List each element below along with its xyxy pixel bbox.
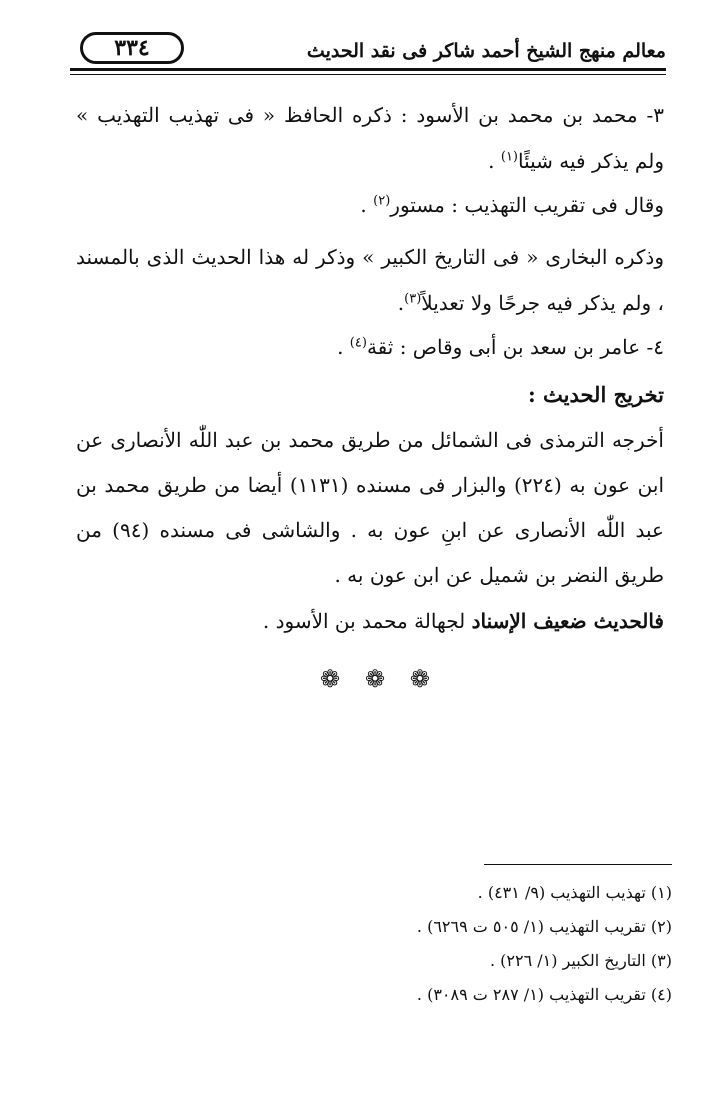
header-rule-thin bbox=[70, 74, 666, 75]
ornament-separator bbox=[320, 664, 430, 694]
flower-ornament-icon: ❁ bbox=[364, 665, 386, 693]
section-heading: تخريج الحديث : bbox=[527, 382, 664, 407]
header-rule bbox=[70, 68, 666, 71]
footnotes bbox=[300, 876, 672, 1012]
paragraph-verdict bbox=[76, 598, 664, 644]
paragraph-end: . bbox=[488, 149, 501, 173]
footnote-ref: (٣) bbox=[404, 291, 422, 307]
footnote-ref: (٢) bbox=[373, 193, 391, 209]
verdict-bold: فالحديث ضعيف الإسناد bbox=[471, 609, 664, 633]
paragraph-narrator-3 bbox=[76, 92, 664, 184]
paragraph-end: . bbox=[337, 335, 350, 359]
paragraph-takhrij: أخرجه الترمذى فى الشمائل من طريق محمد بن عبد اللّٰه الأنصارى عن ابن عون به (٢٢٤) والبزار فى مسنده (١١٣١) أيضا من طريق محمد بن عبد اللّٰه الأنصارى عن ابنِ عون به . والشاشى فى مسنده (٩٤) من طريق النضر بن شميل عن ابن عون به . bbox=[76, 428, 664, 587]
paragraph-text: وذكره البخارى « فى التاريخ الكبير » وذكر له هذا الحديث الذى بالمسند ، ولم يذكر فيه جرحًا ولا تعديلاً bbox=[76, 245, 664, 315]
footnote-ref: (٤) bbox=[349, 335, 367, 351]
paragraph-taqrib bbox=[76, 182, 664, 228]
paragraph-bukhari bbox=[76, 234, 664, 326]
paragraph-end: . bbox=[397, 291, 405, 315]
footnote: (١) تهذيب التهذيب (٩/ ٤٣١) . bbox=[477, 883, 672, 902]
page-header bbox=[70, 28, 666, 78]
paragraph-narrator-4 bbox=[76, 324, 664, 370]
paragraph-end: . bbox=[360, 193, 374, 217]
footnote: (٣) التاريخ الكبير (١/ ٢٢٦) . bbox=[489, 951, 672, 970]
footnote-rule bbox=[484, 864, 672, 865]
page-number: ٣٣٤ bbox=[80, 32, 184, 64]
flower-ornament-icon: ❁ bbox=[409, 665, 430, 693]
footnote-ref: (١) bbox=[500, 149, 518, 165]
flower-ornament-icon: ❁ bbox=[320, 665, 341, 693]
footnote: (٢) تقريب التهذيب (١/ ٥٠٥ ت ٦٢٦٩) . bbox=[416, 917, 672, 936]
footnote: (٤) تقريب التهذيب (١/ ٢٨٧ ت ٣٠٨٩) . bbox=[416, 985, 672, 1004]
paragraph-text: وقال فى تقريب التهذيب : مستور bbox=[390, 193, 664, 217]
paragraph-text: ٤- عامر بن سعد بن أبى وقاص : ثقة bbox=[366, 335, 664, 359]
paragraph-text: ٣- محمد بن محمد بن الأسود : ذكره الحافظ « فى تهذيب التهذيب » ولم يذكر فيه شيئًا bbox=[76, 103, 664, 173]
running-title: معالم منهج الشيخ أحمد شاكر فى نقد الحديث bbox=[306, 40, 666, 62]
verdict-rest: لجهالة محمد بن الأسود . bbox=[262, 609, 472, 633]
